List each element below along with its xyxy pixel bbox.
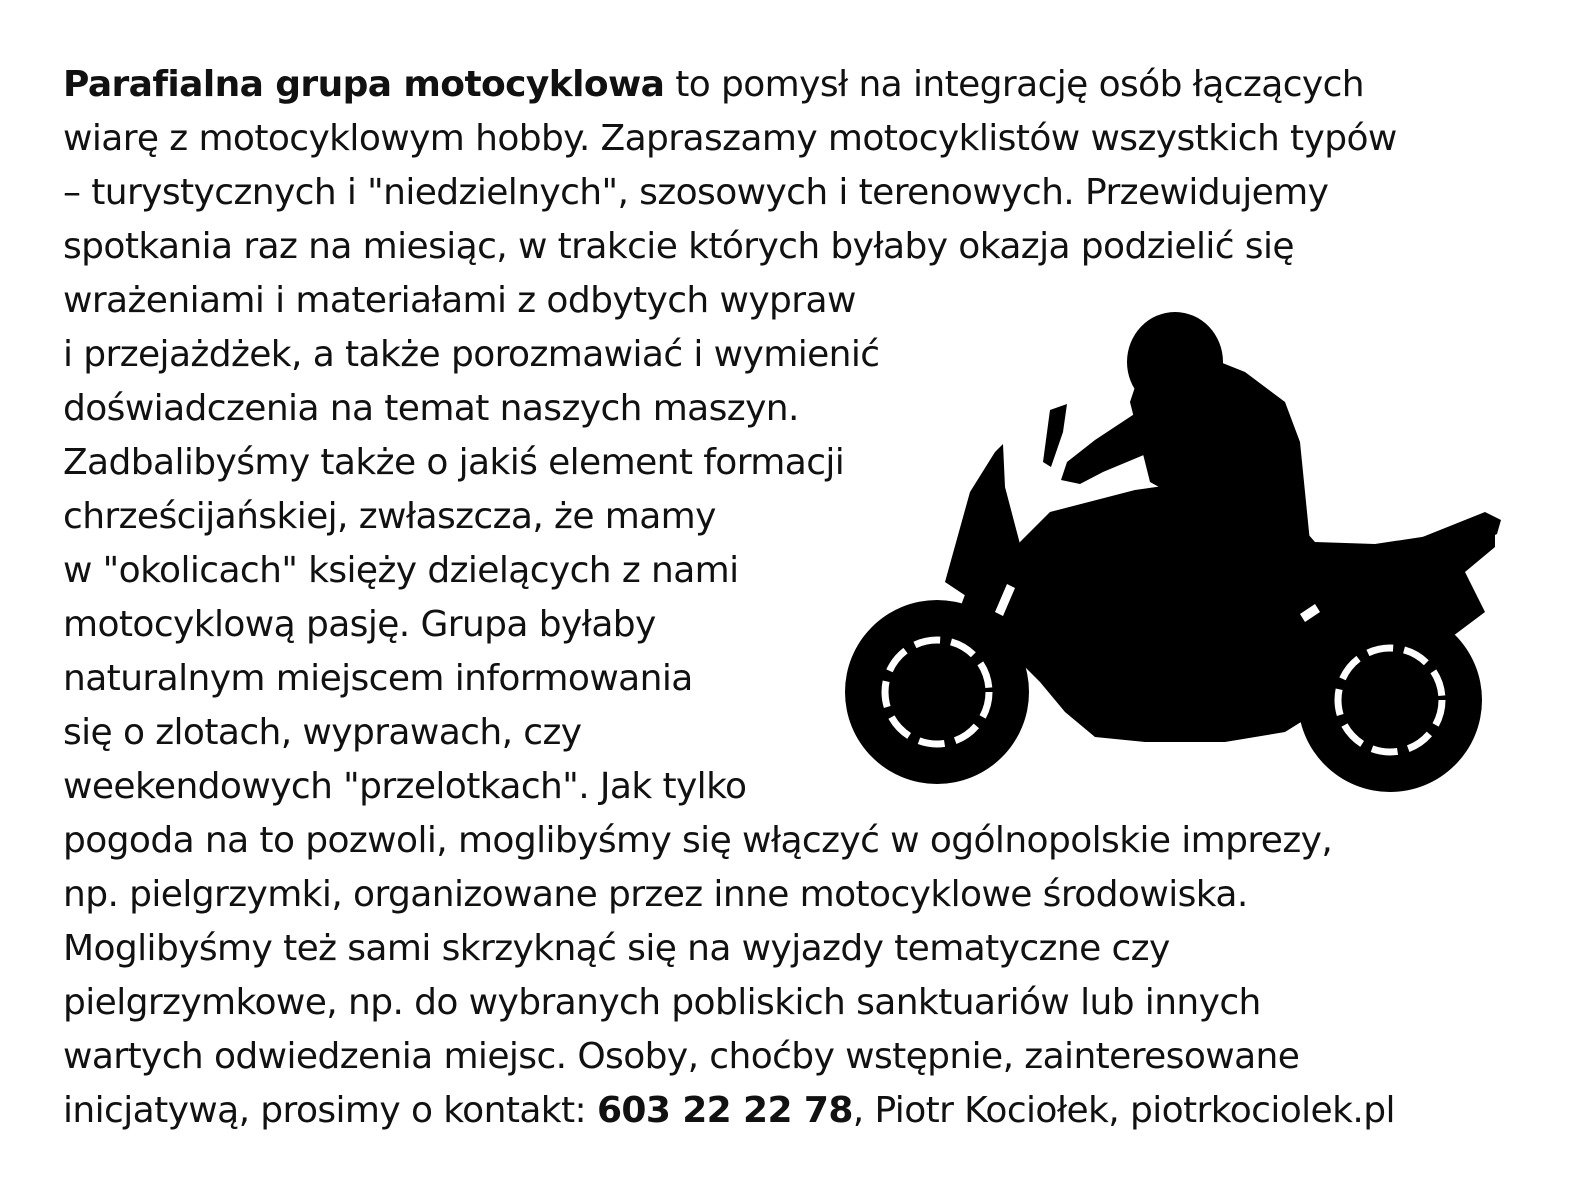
text-line: pogoda na to pozwoli, moglibyśmy się włączyć w ogólnopolskie imprezy, [63,820,1333,861]
text-line: Parafialna grupa motocyklowa to pomysł na integrację osób łączących [63,64,1365,105]
text-line: pielgrzymkowe, np. do wybranych pobliskich sanktuariów lub innych [63,982,1261,1023]
text-line: spotkania raz na miesiąc, w trakcie których byłaby okazja podzielić się [63,226,1294,267]
text-line: naturalnym miejscem informowania [63,658,693,699]
text-line: motocyklową pasję. Grupa byłaby [63,604,656,645]
text-line: – turystycznych i "niedzielnych", szosowych i terenowych. Przewidujemy [63,172,1329,213]
text-line: wrażeniami i materiałami z odbytych wypraw [63,280,856,321]
bold-title: Parafialna grupa motocyklowa [63,64,665,105]
text-line: w "okolicach" księży dzielących z nami [63,550,739,591]
text-line: inicjatywą, prosimy o kontakt: 603 22 22 78, Piotr Kociołek, piotrkociolek.pl [63,1090,1395,1131]
text-line: chrześcijańskiej, zwłaszcza, że mamy [63,496,716,537]
phone-number: 603 22 22 78 [596,1090,853,1131]
text-line: Zadbalibyśmy także o jakiś element formacji [63,442,845,483]
text-line: doświadczenia na temat naszych maszyn. [63,388,799,429]
text-line: weekendowych "przelotkach". Jak tylko [63,766,747,807]
text-line: i przejażdżek, a także porozmawiać i wymienić [63,334,880,375]
motorcycle-rider-silhouette-icon [845,312,1505,797]
text-line: wiarę z motocyklowym hobby. Zapraszamy motocyklistów wszystkich typów [63,118,1397,159]
text-line: wartych odwiedzenia miejsc. Osoby, choćby wstępnie, zainteresowane [63,1036,1300,1077]
text-line: np. pielgrzymki, organizowane przez inne motocyklowe środowiska. [63,874,1248,915]
text-line: się o zlotach, wyprawach, czy [63,712,582,753]
text-line: Moglibyśmy też sami skrzyknąć się na wyjazdy tematyczne czy [63,928,1170,969]
